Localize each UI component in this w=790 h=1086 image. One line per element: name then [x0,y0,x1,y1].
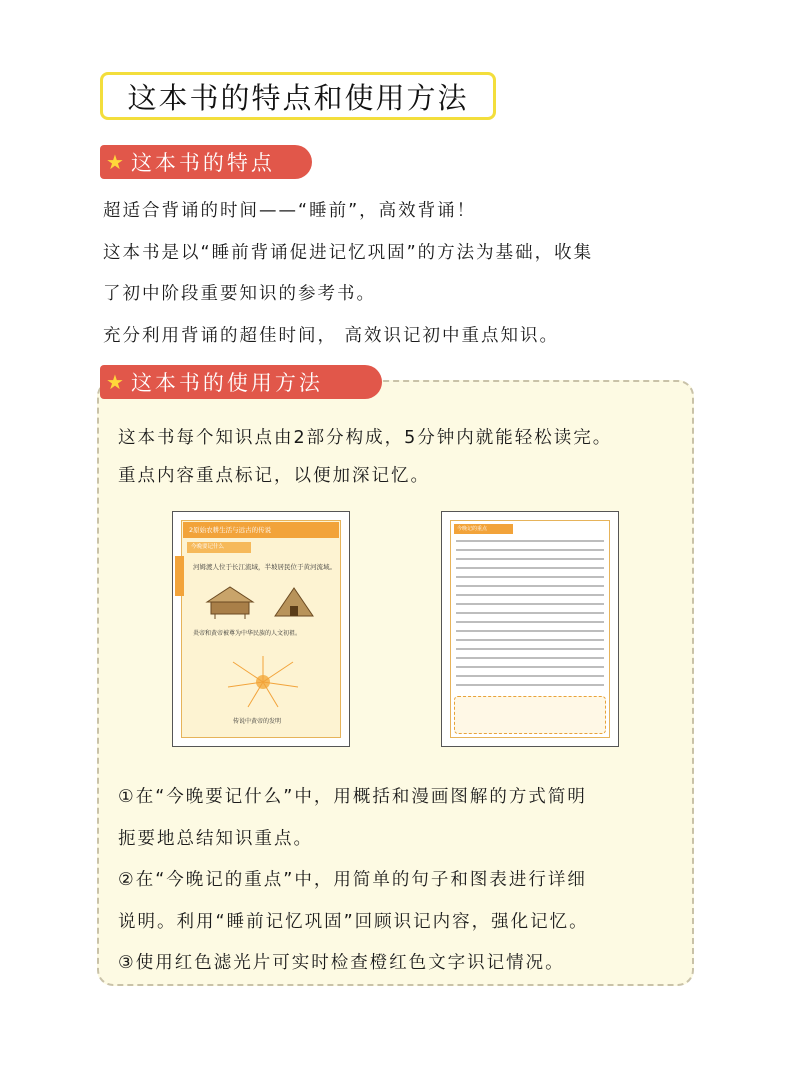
usage-intro-2: 重点内容重点标记，以便加深记忆。 [118,466,430,486]
star-icon: ★ [106,370,127,394]
usage-step-1a: ①在“今晚要记什么”中，用概括和漫画图解的方式简明 [118,787,587,807]
sample-caption-2: 炎帝和黄帝被尊为中华民族的人文初祖。 [193,630,302,637]
usage-step-1b: 扼要地总结知识重点。 [118,829,313,849]
sample-page-header: 2原始农耕生活与远古的传说 [183,522,339,538]
sample-page-subheader: 今晚要记什么 [187,542,251,553]
sample-page-left [172,511,350,747]
usage-step-2b: 说明。利用“睡前记忆巩固”回顾识记内容，强化记忆。 [118,912,589,932]
usage-step-2a: ②在“今晚记的重点”中，用简单的句子和图表进行详细 [118,870,587,890]
star-icon: ★ [106,150,127,174]
radial-diagram-icon [213,652,313,712]
usage-intro-1: 这本书每个知识点由2部分构成，5分钟内就能轻松读完。 [118,428,613,448]
page-title: 这本书的特点和使用方法 [100,72,496,120]
hut-illustration-icon [267,584,321,620]
sample-caption-3: 传说中黄帝的发明 [233,718,282,725]
sample-caption-1: 河姆渡人位于长江流域，半坡居民位于黄河流域。 [193,563,336,571]
feature-line-2: 这本书是以“睡前背诵促进记忆巩固”的方法为基础，收集 [103,243,594,263]
usage-step-3: ③使用红色滤光片可实时检查橙红色文字识记情况。 [118,953,565,973]
sample-page-right [441,511,619,747]
section-heading-label: 这本书的使用方法 [130,371,323,395]
sample-page-header: 今晚记的重点 [454,524,513,534]
feature-line-4: 充分利用背诵的超佳时间， 高效识记初中重点知识。 [103,326,560,346]
feature-line-1: 超适合背诵的时间——“睡前”，高效背诵！ [103,201,477,221]
section-heading-features [100,145,312,179]
section-heading-usage [100,365,382,399]
section-heading-label: 这本书的特点 [130,151,275,175]
sample-page-side-tab [175,556,184,596]
hut-illustration-icon [203,584,257,620]
feature-line-3: 了初中阶段重要知识的参考书。 [103,284,376,304]
sample-review-box [454,696,606,734]
sample-text-lines [456,540,604,693]
